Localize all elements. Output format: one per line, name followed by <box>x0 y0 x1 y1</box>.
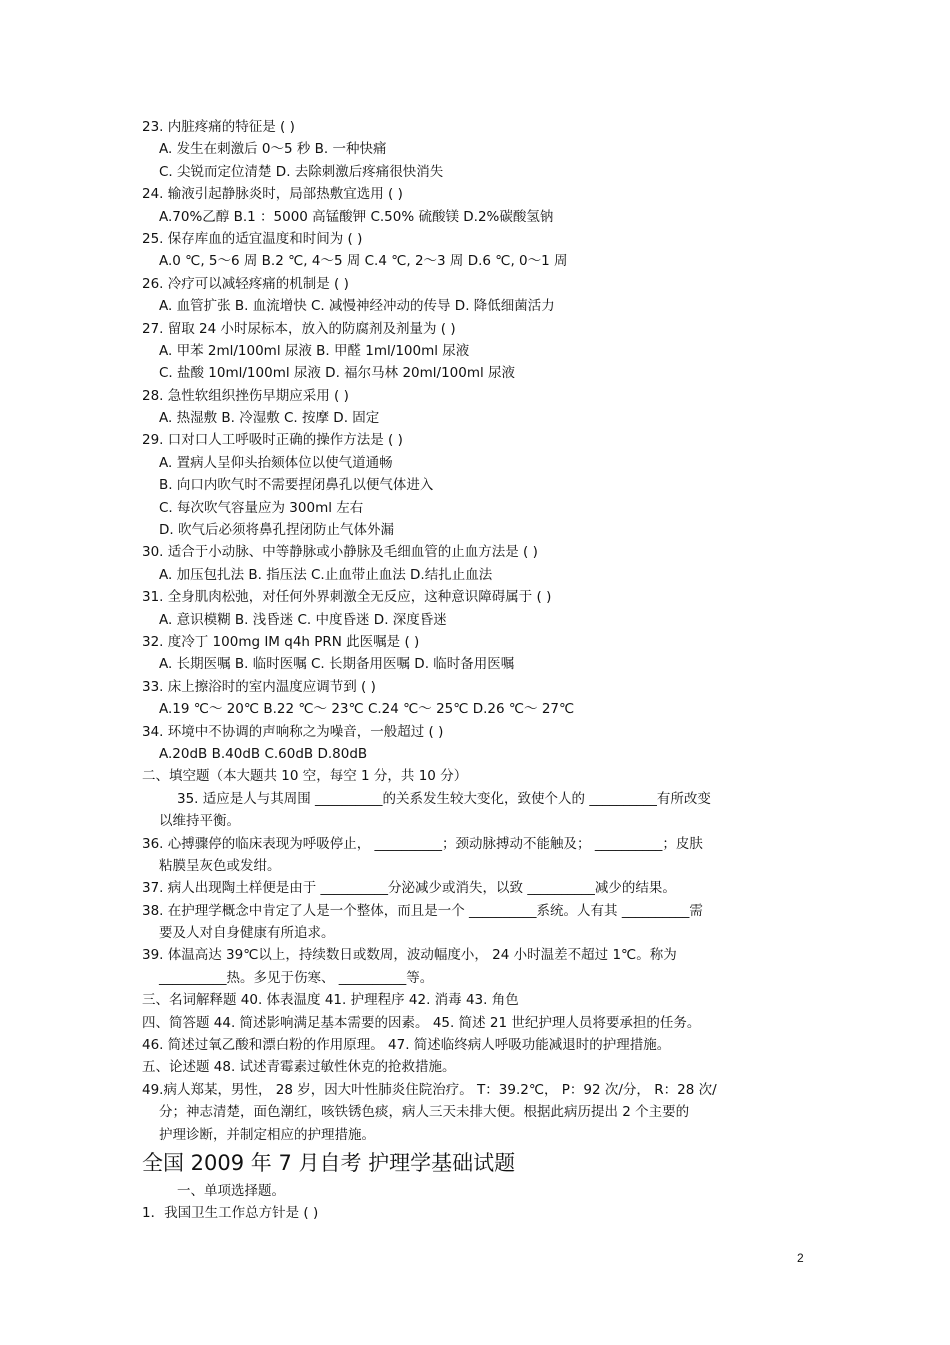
text-line: 35. 适应是人与其周围 __________的关系发生较大变化，致使个人的 __________有所改变 <box>177 790 711 807</box>
text-line: 三、名词解释题 40. 体表温度 41. 护理程序 42. 消毒 43. 角色 <box>142 992 519 1009</box>
section-title: 全国 2009 年 7 月自考 护理学基础试题 <box>142 1150 516 1175</box>
text-line: __________热。多见于伤寒、 __________等。 <box>159 969 434 986</box>
page-content <box>142 116 814 1225</box>
text-line: C. 盐酸 10ml/100ml 尿液 D. 福尔马林 20ml/100ml 尿液 <box>159 365 516 382</box>
text-line: 36. 心搏骤停的临床表现为呼吸停止， __________；颈动脉搏动不能触及； __________；皮肤 <box>142 835 703 852</box>
text-line: 粘膜呈灰色或发绀。 <box>159 857 281 874</box>
text-line: A. 长期医嘱 B. 临时医嘱 C. 长期备用医嘱 D. 临时备用医嘱 <box>159 656 515 673</box>
text-line: C. 每次吹气容量应为 300ml 左右 <box>159 499 364 516</box>
text-line: 33. 床上擦浴时的室内温度应调节到 ( ) <box>142 678 376 695</box>
text-line: 39. 体温高达 39℃以上，持续数日或数周，波动幅度小， 24 小时温差不超过 1℃。称为 <box>142 947 677 964</box>
text-line: 46. 简述过氧乙酸和漂白粉的作用原理。 47. 简述临终病人呼吸功能减退时的护理措施。 <box>142 1037 671 1054</box>
text-line: 一、单项选择题。 <box>177 1182 285 1199</box>
text-line: 25. 保存库血的适宜温度和时间为 ( ) <box>142 230 363 247</box>
text-line: A. 意识模糊 B. 浅昏迷 C. 中度昏迷 D. 深度昏迷 <box>159 611 447 628</box>
text-line: 30. 适合于小动脉、中等静脉或小静脉及毛细血管的止血方法是 ( ) <box>142 544 538 561</box>
text-line: 二、填空题（本大题共 10 空，每空 1 分，共 10 分） <box>142 768 468 785</box>
text-line: 要及人对自身健康有所追求。 <box>159 925 335 942</box>
text-line: 31. 全身肌肉松弛，对任何外界刺激全无反应，这种意识障碍属于 ( ) <box>142 589 552 606</box>
text-line: B. 向口内吹气时不需要捏闭鼻孔以便气体进入 <box>159 477 434 494</box>
page-number: 2 <box>797 1251 804 1265</box>
after-title-lines <box>142 1180 814 1225</box>
text-line: 32. 度冷丁 100mg IM q4h PRN 此医嘱是 ( ) <box>142 633 420 650</box>
text-line: 四、简答题 44. 简述影响满足基本需要的因素。 45. 简述 21 世纪护理人员将要承担的任务。 <box>142 1014 701 1031</box>
text-line: 1．我国卫生工作总方针是 ( ) <box>142 1205 319 1222</box>
text-line: 以维持平衡。 <box>159 813 240 830</box>
text-line: 24. 输液引起静脉炎时，局部热敷宜选用 ( ) <box>142 186 403 203</box>
text-line: A.70%乙醇 B.1 ：5000 高锰酸钾 C.50% 硫酸镁 D.2%碳酸氢钠 <box>159 208 554 225</box>
text-line: A. 置病人呈仰头抬颏体位以使气道通畅 <box>159 454 393 471</box>
text-line: A. 血管扩张 B. 血流增快 C. 减慢神经冲动的传导 D. 降低细菌活力 <box>159 298 555 315</box>
text-line: A. 热湿敷 B. 冷湿敷 C. 按摩 D. 固定 <box>159 410 380 427</box>
question-lines <box>142 116 814 1146</box>
text-line: D. 吹气后必须将鼻孔捏闭防止气体外漏 <box>159 522 394 539</box>
text-line: 26. 冷疗可以减轻疼痛的机制是 ( ) <box>142 275 349 292</box>
text-line: 38. 在护理学概念中肯定了人是一个整体，而且是一个 __________系统。人有其 __________需 <box>142 902 703 919</box>
text-line: 37. 病人出现陶土样便是由于 __________分泌减少或消失，以致 __________减少的结果。 <box>142 880 676 897</box>
text-line: 27. 留取 24 小时尿标本，放入的防腐剂及剂量为 ( ) <box>142 320 456 337</box>
text-line: 34. 环境中不协调的声响称之为噪音，一般超过 ( ) <box>142 723 444 740</box>
text-line: A. 加压包扎法 B. 指压法 C.止血带止血法 D.结扎止血法 <box>159 566 493 583</box>
text-line: A. 甲苯 2ml/100ml 尿液 B. 甲醛 1ml/100ml 尿液 <box>159 342 470 359</box>
text-line: 护理诊断，并制定相应的护理措施。 <box>159 1126 375 1143</box>
text-line: A.19 ℃～ 20℃ B.22 ℃～ 23℃ C.24 ℃～ 25℃ D.26 ℃～ 27℃ <box>159 701 575 718</box>
text-line: 29. 口对口人工呼吸时正确的操作方法是 ( ) <box>142 432 403 449</box>
text-line: 28. 急性软组织挫伤早期应采用 ( ) <box>142 387 349 404</box>
text-line: A. 发生在刺激后 0～5 秒 B. 一种快痛 <box>159 141 387 158</box>
text-line: 五、论述题 48. 试述青霉素过敏性休克的抢救措施。 <box>142 1059 456 1076</box>
text-line: 23. 内脏疼痛的特征是 ( ) <box>142 119 295 135</box>
text-line: A.0 ℃, 5～6 周 B.2 ℃, 4～5 周 C.4 ℃, 2～3 周 D.6 ℃, 0～1 周 <box>159 253 568 270</box>
text-line: 49.病人郑某，男性， 28 岁，因大叶性肺炎住院治疗。 T：39.2℃， P：92 次/分， R：28 次/ <box>142 1081 717 1098</box>
text-line: C. 尖锐而定位清楚 D. 去除刺激后疼痛很快消失 <box>159 163 444 180</box>
text-line: A.20dB B.40dB C.60dB D.80dB <box>159 745 368 762</box>
text-line: 分；神志清楚，面色潮红，咳铁锈色痰，病人三天未排大便。根据此病历提出 2 个主要的 <box>159 1104 690 1121</box>
